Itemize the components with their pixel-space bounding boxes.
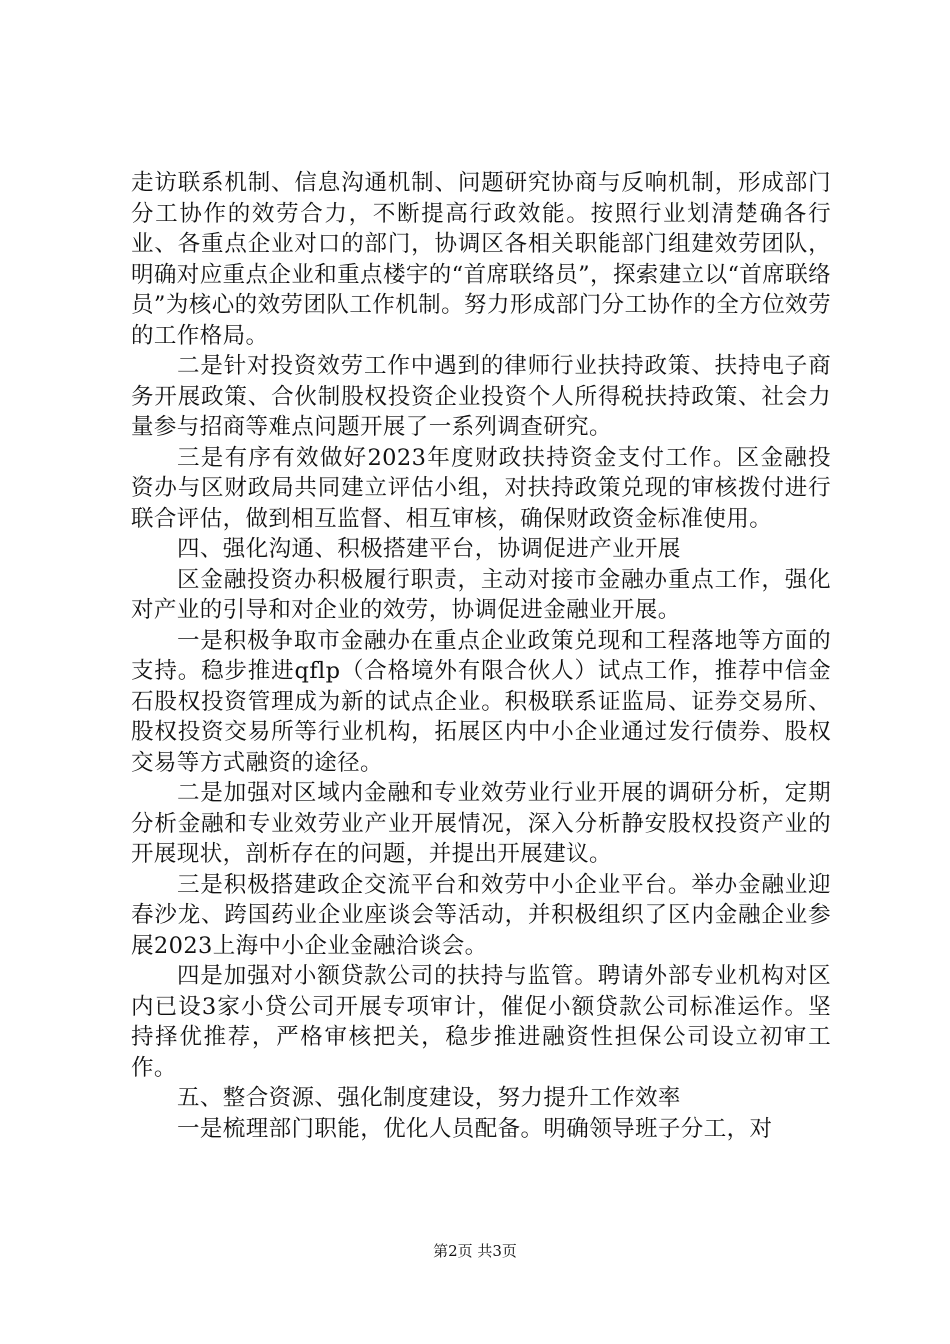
paragraph-continuation: 走访联系机制、信息沟通机制、问题研究协商与反响机制，形成部门分工协作的效劳合力，不断提高行政效能。按照行业划清楚确各行业、各重点企业对口的部门，协调区各相关职能部门组建效劳团队，明确对应重点企业和重点楼宇的“首席联络员”，探索建立以“首席联络员”为核心的效劳团队工作机制。努力形成部门分工协作的全方位效劳的工作格局。 [131,170,831,349]
document-body [131,168,831,1144]
section-heading: 五、整合资源、强化制度建设，努力提升工作效率 [177,1085,681,1111]
section-heading: 四、强化沟通、积极搭建平台，协调促进产业开展 [177,536,681,562]
page-footer: 第2页 共3页 [433,1242,517,1260]
paragraph: 一是梳理部门职能，优化人员配备。明确领导班子分工，对 [177,1115,773,1142]
paragraph: 一是积极争取市金融办在重点企业政策兑现和工程落地等方面的支持。稳步推进qflp（合格境外有限合伙人）试点工作，推荐中信金石股权投资管理成为新的试点企业。积极联系证监局、证券交易所、股权投资交易所等行业机构，拓展区内中小企业通过发行债券、股权交易等方式融资的途径。 [131,627,831,776]
paragraph: 二是针对投资效劳工作中遇到的律师行业扶持政策、扶持电子商务开展政策、合伙制股权投资企业投资个人所得税扶持政策、社会力量参与招商等难点问题开展了一系列调查研究。 [131,353,831,440]
paragraph: 二是加强对区域内金融和专业效劳业行业开展的调研分析，定期分析金融和专业效劳业产业开展情况，深入分析静安股权投资产业的开展现状，剖析存在的问题，并提出开展建议。 [131,780,831,867]
paragraph: 三是积极搭建政企交流平台和效劳中小企业平台。举办金融业迎春沙龙、跨国药业企业座谈会等活动，并积极组织了区内金融企业参展2023上海中小企业金融洽谈会。 [131,871,831,959]
paragraph: 四是加强对小额贷款公司的扶持与监管。聘请外部专业机构对区内已设3家小贷公司开展专项审计，催促小额贷款公司标准运作。坚持择优推荐，严格审核把关，稳步推进融资性担保公司设立初审工作。 [131,963,831,1081]
paragraph: 三是有序有效做好2023年度财政扶持资金支付工作。区金融投资办与区财政局共同建立评估小组，对扶持政策兑现的审核拨付进行联合评估，做到相互监督、相互审核，确保财政资金标准使用。 [131,444,831,532]
paragraph: 区金融投资办积极履行职责，主动对接市金融办重点工作，强化对产业的引导和对企业的效劳，协调促进金融业开展。 [131,566,831,623]
